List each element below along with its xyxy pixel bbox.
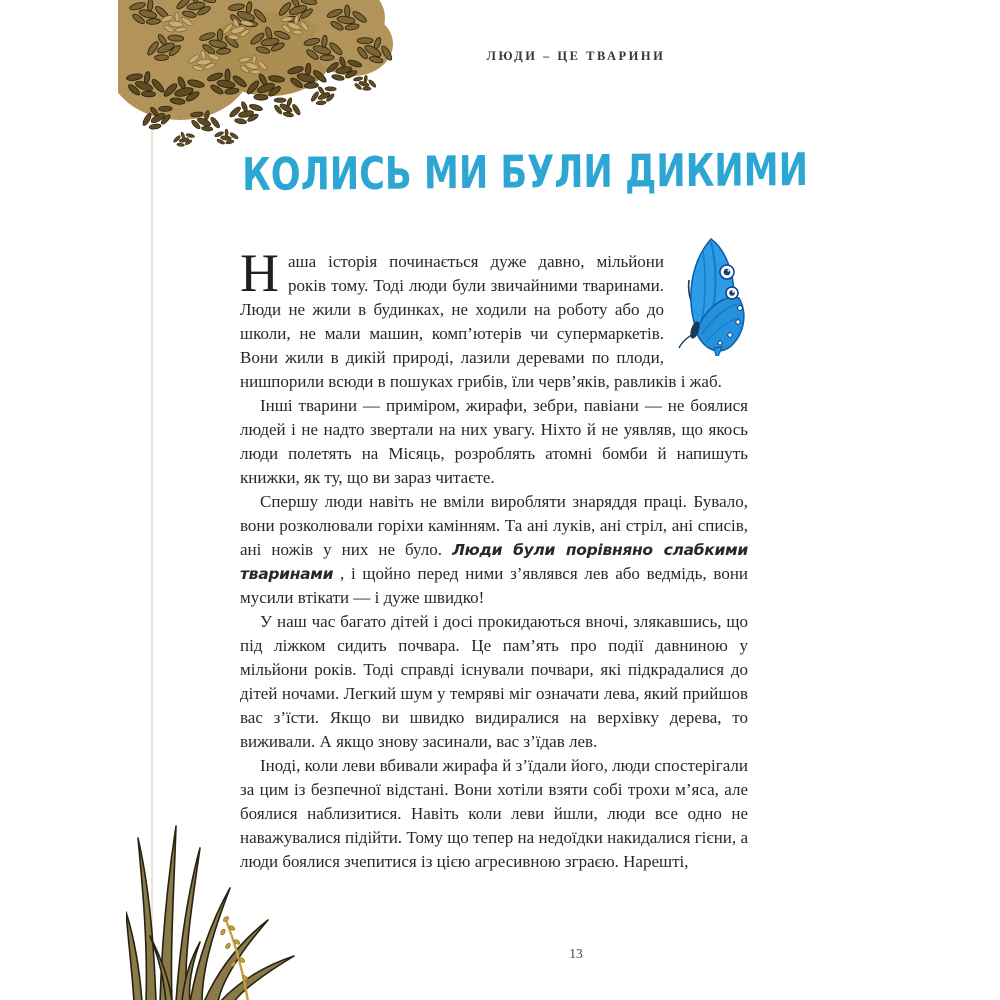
body-text [240, 243, 749, 874]
paragraph-3-text: Спершу люди навіть не вміли виробляти знаряддя праці. Бувало, вони розколювали горіхи камінням. Та ані луків, ані стріл, ані списів, ані ножів у них не було. [240, 492, 748, 559]
paragraph-3 [240, 490, 748, 610]
chapter-title: КОЛИСЬ МИ БУЛИ ДИКИМИ [242, 142, 809, 201]
paragraph-1 [240, 243, 748, 394]
grass-illustration [126, 820, 336, 1000]
running-header: ЛЮДИ – ЦЕ ТВАРИНИ [486, 49, 666, 63]
paragraph-4: У наш час багато дітей і досі прокидаються вночі, злякавшись, що під ліжком сидить почвара. Це пам’ять про події давниною у мільйони років. Тоді справді існували почвари, які підкрадалися до дітей ночами. Легкий шум у темряві міг означати лева, який прийшов вас з’їсти. Якщо ви швидко видиралися на верхівку дерева, то виживали. А якщо знову засинали, вас з’їдав лев. [240, 612, 748, 751]
paragraph-1-text: аша історія починається дуже давно, мільйони років тому. Тоді люди були звичайними тваринами. Люди не жили в будинках, не ходили на роботу або до школи, не мали машин, комп’ютерів чи супермаркетів. Вони жили в дикій природі, лазили деревами по плоди, нишпорили всюди в пошуках грибів, їли черв’яків, равликів і жаб. [240, 252, 722, 391]
handwritten-emphasis: Люди були порівняно слабкими тваринами [240, 541, 748, 583]
page-number: 13 [569, 946, 583, 961]
paragraph-5: Іноді, коли леви вбивали жирафа й з’їдали його, люди спостерігали за цим із безпечної відстані. Вони хотіли взяти собі трохи м’яса, але боялися наблизитися. Навіть коли леви йшли, люди все одно не наважувалися підійти. Тому що тепер на недоїдки накидалися гієни, а люди боялися зчепитися із цією агресивною зграєю. Нарешті, [240, 756, 748, 871]
paragraph-2: Інші тварини — приміром, жирафи, зебри, павіани — не боялися людей і не надто звертали на них увагу. Ніхто й не уявляв, що якось люди полетять на Місяць, розроблять атомні бомби й напишуть книжки, як ту, що ви зараз читаєте. [240, 396, 748, 487]
paragraph-3-text-after: , і щойно перед ними з’являвся лев або ведмідь, вони мусили втікати — і дуже швидко! [240, 564, 749, 607]
drop-cap: Н [240, 243, 279, 303]
tree-canopy-illustration [118, 0, 400, 148]
butterfly-text-wrap-spacer [664, 250, 748, 350]
